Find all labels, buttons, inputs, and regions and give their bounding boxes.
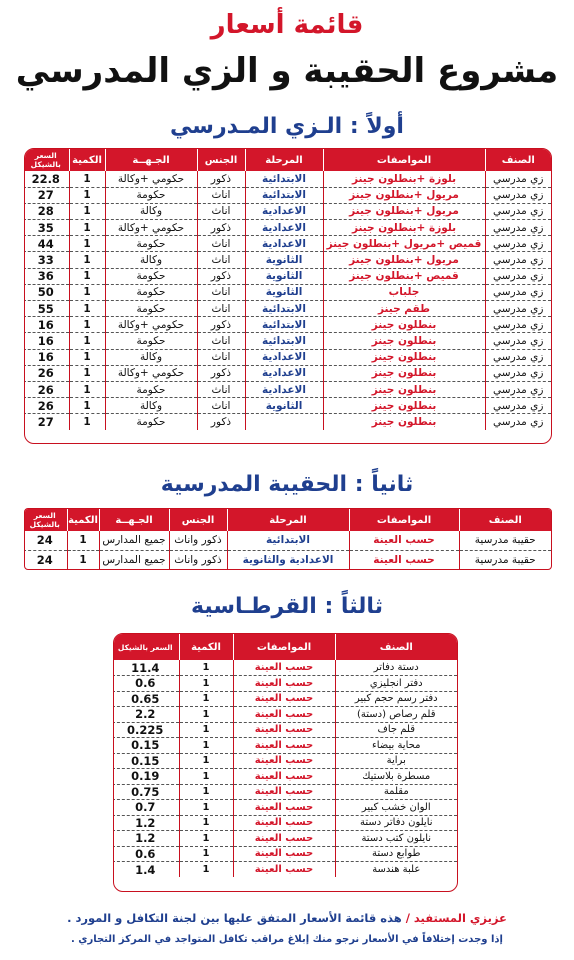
- table-row: [113, 831, 457, 847]
- table-row: [24, 252, 551, 268]
- table-cell: 26: [24, 381, 69, 397]
- table-cell: حسب العينة: [233, 753, 335, 769]
- footer-report-note: إذا وجدت إختلافاً في الأسعار نرجو منك إبلاغ مراقب تكافل المتواجد في المركز التجاري .: [71, 934, 503, 945]
- table-cell: ذكور: [197, 171, 245, 187]
- table-cell: 0.225: [113, 722, 179, 738]
- table-cell: 1: [179, 722, 233, 738]
- table-cell: 11.4: [113, 660, 179, 676]
- page-title: قائمة أسعار: [210, 10, 364, 40]
- table-header-row: [113, 634, 457, 660]
- table-cell: الابتدائية: [245, 317, 323, 333]
- table-cell: 1: [69, 171, 105, 187]
- table-cell: 1: [179, 738, 233, 754]
- table-cell: زي مدرسي: [485, 317, 551, 333]
- table-cell: 26: [24, 365, 69, 381]
- table-cell: 1: [69, 284, 105, 300]
- table-cell: حكومة: [105, 236, 197, 252]
- table-cell: قميص +بنطلون جينز: [323, 268, 485, 284]
- table-row: [113, 660, 457, 676]
- table-row: [24, 220, 551, 236]
- table-cell: جميع المدارس: [99, 531, 169, 550]
- table-cell: الابتدائية: [245, 333, 323, 349]
- table-cell: 1: [179, 660, 233, 676]
- table-cell: وكالة: [105, 203, 197, 219]
- table-cell: الابتدائية: [245, 187, 323, 203]
- table-row: [24, 333, 551, 349]
- table-cell: جلباب: [323, 284, 485, 300]
- table-row: [24, 349, 551, 365]
- table-cell: زي مدرسي: [485, 349, 551, 365]
- col-party: الجـهــة: [105, 149, 197, 171]
- table-cell: 35: [24, 220, 69, 236]
- table-cell: 0.6: [113, 676, 179, 692]
- table-cell: ذكور واناث: [169, 550, 227, 569]
- section-uniform-heading: أولاً : الـزي المـدرسي: [170, 114, 404, 139]
- table-cell: 16: [24, 317, 69, 333]
- col-specs: المواصفات: [323, 149, 485, 171]
- uniform-price-table: [24, 148, 552, 444]
- table-cell: حقيبة مدرسية: [459, 531, 551, 550]
- table-cell: 26: [24, 398, 69, 414]
- table-cell: دفتر انجليزي: [335, 676, 457, 692]
- table-cell: 1: [69, 317, 105, 333]
- table-cell: مريول +بنطلون جينز: [323, 252, 485, 268]
- table-cell: 27: [37, 415, 54, 430]
- table-cell: حسب العينة: [233, 676, 335, 692]
- section-bag-heading: ثانياً : الحقيبة المدرسية: [160, 472, 414, 497]
- table-cell: 0.15: [113, 738, 179, 754]
- table-cell: حكومة: [105, 268, 197, 284]
- table-cell: اناث: [197, 284, 245, 300]
- table-cell: 1: [69, 365, 105, 381]
- table-cell: براية: [335, 753, 457, 769]
- col-price: السعر بالشيكل: [24, 509, 67, 531]
- table-cell: قميص +مريول +بنطلون جينز: [323, 236, 485, 252]
- table-cell: حسب العينة: [233, 707, 335, 723]
- table-cell: 1.2: [113, 831, 179, 847]
- table-cell: مريول +بنطلون جينز: [323, 187, 485, 203]
- table-cell: 2.2: [113, 707, 179, 723]
- table-cell: بلوزة +بنطلون جينز: [323, 171, 485, 187]
- table-cell: 1: [69, 187, 105, 203]
- table-cell: 1: [69, 252, 105, 268]
- table-row: [113, 753, 457, 769]
- table-cell: نايلون دفاتر دستة: [335, 815, 457, 831]
- table-cell: 1: [69, 381, 105, 397]
- table-row: [24, 381, 551, 397]
- table-cell: زي مدرسي: [485, 171, 551, 187]
- section-stationery-heading: ثالثاً : القرطـاسية: [191, 594, 383, 619]
- table-cell: الاعدادية: [245, 349, 323, 365]
- table-cell: الاعدادية: [245, 220, 323, 236]
- table-cell: اناث: [197, 236, 245, 252]
- table-cell: بنطلون جينز: [323, 414, 485, 430]
- table-cell: 28: [24, 203, 69, 219]
- table-row: [24, 414, 551, 430]
- table-cell: محاية بيضاء: [335, 738, 457, 754]
- table-cell: وكالة: [105, 398, 197, 414]
- table-cell: جميع المدارس: [99, 550, 169, 569]
- table-cell: الثانوية: [245, 252, 323, 268]
- table-cell: علبة هندسة: [335, 862, 457, 878]
- table-row: [113, 815, 457, 831]
- table-cell: 1: [67, 531, 99, 550]
- table-cell: قلم رصاص (دستة): [335, 707, 457, 723]
- col-specs: المواصفات: [349, 509, 459, 531]
- table-cell: 0.6: [113, 846, 179, 862]
- table-cell: اناث: [197, 398, 245, 414]
- col-specs: المواصفات: [233, 634, 335, 660]
- table-cell: ذكور: [197, 268, 245, 284]
- table-row: [113, 862, 457, 878]
- table-cell: 55: [24, 301, 69, 317]
- col-price: السعر بالشيكل: [113, 634, 179, 660]
- col-item: الصنف: [335, 634, 457, 660]
- table-cell: دفتر رسم حجم كبير: [335, 691, 457, 707]
- table-cell: 44: [24, 236, 69, 252]
- table-cell: 1: [179, 831, 233, 847]
- table-row: [113, 769, 457, 785]
- table-cell: مسطرة بلاستيك: [335, 769, 457, 785]
- footer-note: [0, 911, 574, 925]
- table-cell: حكومة: [105, 301, 197, 317]
- table-cell: 1: [69, 398, 105, 414]
- table-cell: ذكور: [197, 365, 245, 381]
- table-cell: 1: [179, 846, 233, 862]
- table-cell: 1: [179, 753, 233, 769]
- table-cell: حكومة: [105, 187, 197, 203]
- table-cell: الثانوية: [245, 268, 323, 284]
- table-header-row: [24, 509, 551, 531]
- table-cell: 24: [24, 531, 67, 550]
- table-row: [113, 784, 457, 800]
- table-row: [24, 398, 551, 414]
- table-cell: 16: [24, 349, 69, 365]
- col-item: الصنف: [459, 509, 551, 531]
- table-row: [24, 203, 551, 219]
- table-cell: 1.2: [113, 815, 179, 831]
- table-cell: حسب العينة: [233, 722, 335, 738]
- table-cell: حسب العينة: [233, 800, 335, 816]
- table-cell: 1: [179, 691, 233, 707]
- footer-greeting: عزيزي المستفيد /: [405, 911, 507, 925]
- table-cell: 1.4: [135, 862, 156, 877]
- table-cell: حسب العينة: [233, 846, 335, 862]
- table-row: [24, 187, 551, 203]
- table-row: [24, 317, 551, 333]
- table-cell: حكومة: [105, 414, 197, 430]
- table-cell: 0.19: [113, 769, 179, 785]
- table-cell: الاعدادية: [245, 381, 323, 397]
- col-stage: المرحلة: [245, 149, 323, 171]
- table-cell: زي مدرسي: [485, 236, 551, 252]
- table-cell: الابتدائية: [227, 531, 349, 550]
- table-cell: وكالة: [105, 349, 197, 365]
- table-cell: 1: [179, 815, 233, 831]
- table-cell: حكومة: [105, 381, 197, 397]
- table-cell: الثانوية: [245, 398, 323, 414]
- table-cell: اناث: [197, 301, 245, 317]
- table-cell: 1: [179, 862, 233, 878]
- table-cell: زي مدرسي: [485, 203, 551, 219]
- table-row: [113, 722, 457, 738]
- table-cell: حسب العينة: [233, 862, 335, 878]
- table-cell: حكومة: [105, 333, 197, 349]
- table-header-row: [24, 149, 551, 171]
- table-row: [113, 846, 457, 862]
- table-cell: 1: [179, 769, 233, 785]
- table-cell: اناث: [197, 349, 245, 365]
- table-cell: ذكور: [197, 414, 245, 430]
- table-row: [24, 531, 551, 550]
- col-qty: الكمية: [179, 634, 233, 660]
- table-cell: زي مدرسي: [485, 381, 551, 397]
- table-cell: بنطلون جينز: [323, 365, 485, 381]
- table-cell: 0.65: [113, 691, 179, 707]
- table-cell: 36: [24, 268, 69, 284]
- table-row: [24, 365, 551, 381]
- table-cell: طوابع دستة: [335, 846, 457, 862]
- table-cell: بنطلون جينز: [323, 317, 485, 333]
- table-cell: 33: [24, 252, 69, 268]
- table-cell: زي مدرسي: [485, 301, 551, 317]
- table-row: [24, 550, 551, 569]
- col-gender: الجنس: [197, 149, 245, 171]
- stationery-price-table: [113, 633, 458, 892]
- table-cell: حسب العينة: [233, 815, 335, 831]
- table-cell: اناث: [197, 333, 245, 349]
- table-cell: اناث: [197, 203, 245, 219]
- table-cell: زي مدرسي: [485, 187, 551, 203]
- table-cell: 1: [69, 301, 105, 317]
- table-cell: 0.15: [113, 753, 179, 769]
- table-cell: اناث: [197, 187, 245, 203]
- col-gender: الجنس: [169, 509, 227, 531]
- table-cell: زي مدرسي: [485, 414, 551, 430]
- footer-agreement-text: هذه قائمة الأسعار المتفق عليها بين لجنة التكافل و المورد .: [67, 911, 402, 925]
- table-row: [113, 676, 457, 692]
- table-cell: دستة دفاتر: [335, 660, 457, 676]
- table-cell: قلم جاف: [335, 722, 457, 738]
- table-cell: حسب العينة: [233, 691, 335, 707]
- table-cell: الوان خشب كبير: [335, 800, 457, 816]
- table-cell: 1: [69, 333, 105, 349]
- page-subtitle: مشروع الحقيبة و الزي المدرسي: [15, 51, 559, 91]
- table-cell: الاعدادية والثانوية: [227, 550, 349, 569]
- table-cell: اناث: [197, 381, 245, 397]
- col-qty: الكمية: [67, 509, 99, 531]
- table-cell: 1: [69, 236, 105, 252]
- table-cell: 1: [179, 784, 233, 800]
- table-cell: الاعدادية: [245, 365, 323, 381]
- table-cell: زي مدرسي: [485, 398, 551, 414]
- table-cell: 27: [24, 187, 69, 203]
- table-cell: الابتدائية: [245, 301, 323, 317]
- table-cell: نايلون كتب دستة: [335, 831, 457, 847]
- table-cell: اناث: [197, 252, 245, 268]
- col-qty: الكمية: [69, 149, 105, 171]
- table-cell: مقلمة: [335, 784, 457, 800]
- table-row: [24, 301, 551, 317]
- table-cell: 1: [69, 414, 105, 430]
- table-cell: 1: [69, 349, 105, 365]
- table-cell: حسب العينة: [233, 769, 335, 785]
- table-cell: 0.7: [113, 800, 179, 816]
- table-cell: الاعدادية: [245, 203, 323, 219]
- table-cell: 1: [67, 550, 99, 569]
- col-stage: المرحلة: [227, 509, 349, 531]
- table-cell: الابتدائية: [245, 171, 323, 187]
- table-cell: حكومي +وكالة: [105, 365, 197, 381]
- table-cell: ذكور: [197, 220, 245, 236]
- table-cell: حسب العينة: [233, 660, 335, 676]
- table-row: [24, 268, 551, 284]
- table-cell: زي مدرسي: [485, 333, 551, 349]
- table-cell: وكالة: [105, 252, 197, 268]
- table-row: [24, 171, 551, 187]
- table-cell: حسب العينة: [349, 550, 459, 569]
- table-cell: مريول +بنطلون جينز: [323, 203, 485, 219]
- table-cell: حسب العينة: [233, 738, 335, 754]
- col-item: الصنف: [485, 149, 551, 171]
- table-cell: 1: [69, 268, 105, 284]
- table-row: [24, 284, 551, 300]
- table-cell: حكومة: [105, 284, 197, 300]
- table-cell: 1: [69, 203, 105, 219]
- table-cell: زي مدرسي: [485, 284, 551, 300]
- table-cell: بنطلون جينز: [323, 398, 485, 414]
- table-cell: زي مدرسي: [485, 220, 551, 236]
- table-row: [24, 236, 551, 252]
- table-cell: بنطلون جينز: [323, 333, 485, 349]
- table-row: [113, 738, 457, 754]
- table-cell: ذكور واناث: [169, 531, 227, 550]
- table-cell: 22.8: [24, 171, 69, 187]
- table-cell: حكومي +وكالة: [105, 317, 197, 333]
- table-cell: بنطلون جينز: [323, 381, 485, 397]
- table-cell: 50: [24, 284, 69, 300]
- table-cell: 0.75: [113, 784, 179, 800]
- table-cell: حسب العينة: [349, 531, 459, 550]
- bag-price-table: [24, 508, 552, 570]
- table-cell: الاعدادية: [245, 236, 323, 252]
- table-cell: 16: [24, 333, 69, 349]
- table-cell: حقيبة مدرسية: [459, 550, 551, 569]
- table-cell: الثانوية: [245, 284, 323, 300]
- table-cell: زي مدرسي: [485, 252, 551, 268]
- table-cell: [245, 414, 323, 430]
- table-cell: 1: [179, 707, 233, 723]
- table-cell: حسب العينة: [233, 784, 335, 800]
- table-cell: 1: [179, 800, 233, 816]
- table-cell: 24: [36, 552, 53, 567]
- col-price: السعر بالشيكل: [24, 149, 69, 171]
- table-cell: زي مدرسي: [485, 268, 551, 284]
- table-row: [113, 691, 457, 707]
- table-cell: حكومي +وكالة: [105, 171, 197, 187]
- table-cell: بنطلون جينز: [323, 349, 485, 365]
- table-cell: طقم جينز: [323, 301, 485, 317]
- table-cell: ذكور: [197, 317, 245, 333]
- table-cell: بلوزة +بنطلون جينز: [323, 220, 485, 236]
- table-row: [113, 707, 457, 723]
- table-cell: 1: [69, 220, 105, 236]
- col-party: الجـهــة: [99, 509, 169, 531]
- table-cell: زي مدرسي: [485, 365, 551, 381]
- table-cell: حكومي +وكالة: [105, 220, 197, 236]
- table-cell: حسب العينة: [233, 831, 335, 847]
- table-row: [113, 800, 457, 816]
- table-cell: 1: [179, 676, 233, 692]
